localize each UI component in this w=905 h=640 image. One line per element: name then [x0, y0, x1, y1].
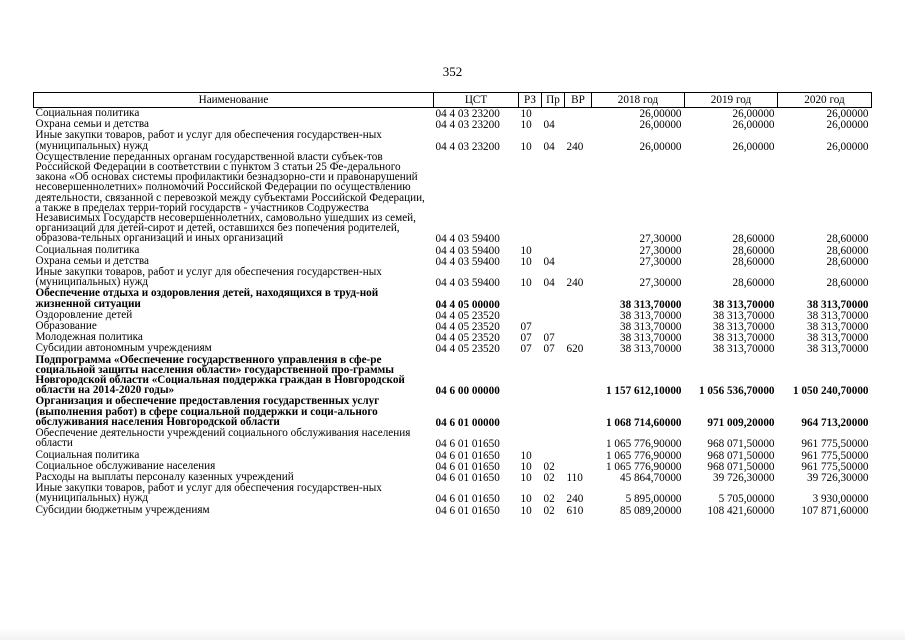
cell-rz: 10 — [520, 277, 532, 290]
cell-y2019: 1 056 536,70000 — [698, 385, 775, 398]
cell-y2020: 39 726,30000 — [806, 471, 869, 484]
cell-y2018: 26,00000 — [639, 108, 682, 120]
cell-vr — [565, 152, 592, 245]
cell-rz: 07 — [520, 332, 532, 345]
cell-vr — [565, 332, 592, 343]
cell-pr — [542, 321, 565, 332]
cell-y2020: 26,00000 — [826, 108, 869, 120]
cell-y2019: 38 313,70000 — [712, 321, 775, 334]
cell-vr: 240 — [566, 140, 584, 153]
cell-vr — [565, 321, 592, 332]
cell-pr — [542, 396, 565, 428]
cell-rz: 10 — [520, 108, 532, 120]
cell-y2020: 26,00000 — [826, 140, 869, 153]
cell-name: Социальная политика — [35, 448, 140, 461]
cell-cst: 04 4 03 59400 — [435, 233, 500, 246]
cell-y2020: 38 313,70000 — [806, 298, 869, 311]
cell-vr: 610 — [566, 504, 584, 517]
cell-rz — [519, 288, 542, 309]
cell-rz: 07 — [520, 343, 532, 356]
cell-vr — [565, 108, 592, 120]
budget-table — [33, 92, 872, 516]
cell-y2019: 38 313,70000 — [712, 298, 775, 311]
cell-name: Субсидии бюджетным учреждениям — [35, 503, 210, 516]
cell-cst: 04 6 01 01650 — [435, 504, 500, 517]
cell-pr — [542, 288, 565, 309]
cell-y2018: 38 313,70000 — [619, 309, 682, 322]
cell-y2020: 38 313,70000 — [806, 309, 869, 322]
cell-y2020: 38 313,70000 — [806, 343, 869, 356]
header-name: Наименование — [34, 93, 434, 108]
cell-name: Иные закупки товаров, работ и услуг для обеспечения государствен-ных (муниципальных) нужд — [35, 129, 382, 152]
cell-cst: 04 4 03 23200 — [435, 108, 500, 120]
page-number: 352 — [442, 64, 463, 79]
cell-name: Иные закупки товаров, работ и услуг для обеспечения государствен-ных (муниципальных) нужд — [35, 482, 382, 505]
cell-y2018: 26,00000 — [639, 119, 682, 132]
cell-pr — [542, 428, 565, 449]
cell-pr: 07 — [543, 343, 555, 356]
cell-y2020: 28,60000 — [826, 255, 869, 268]
header-rz: РЗ — [519, 93, 542, 108]
cell-y2019: 39 726,30000 — [712, 471, 775, 484]
cell-pr — [542, 152, 565, 245]
cell-y2020: 961 775,50000 — [801, 460, 869, 473]
cell-y2020: 3 930,00000 — [812, 493, 869, 506]
cell-pr — [542, 450, 565, 461]
cell-rz: 10 — [520, 471, 532, 484]
cell-vr: 240 — [566, 493, 584, 506]
table-row — [34, 483, 872, 504]
cell-rz — [519, 428, 542, 449]
cell-name: Иные закупки товаров, работ и услуг для обеспечения государствен-ных (муниципальных) нужд — [35, 266, 382, 289]
cell-name: Субсидии автономным учреждениям — [35, 342, 212, 355]
cell-rz: 10 — [520, 119, 532, 132]
cell-y2019: 38 313,70000 — [712, 343, 775, 356]
cell-y2018: 26,00000 — [639, 140, 682, 153]
cell-name: Обеспечение отдыха и оздоровления детей, находящихся в труд-ной жизненной ситуации — [35, 287, 379, 310]
cell-vr: 110 — [566, 471, 583, 484]
table-header-row — [34, 93, 872, 108]
cell-y2019: 5 705,00000 — [718, 493, 775, 506]
cell-y2020: 107 871,60000 — [801, 504, 869, 517]
table-row — [34, 245, 872, 256]
cell-y2018: 27,30000 — [639, 233, 682, 246]
cell-y2019: 28,60000 — [732, 233, 775, 246]
cell-y2018: 45 864,70000 — [619, 471, 682, 484]
cell-name: Образование — [35, 320, 97, 333]
cell-vr — [565, 355, 592, 397]
table-row — [34, 505, 872, 516]
cell-rz: 10 — [520, 504, 532, 517]
cell-cst: 04 6 01 01650 — [435, 460, 500, 473]
cell-pr — [542, 355, 565, 397]
cell-vr: 620 — [566, 343, 584, 356]
cell-y2020: 28,60000 — [826, 277, 869, 290]
cell-name: Оздоровление детей — [35, 308, 133, 321]
cell-rz: 10 — [520, 255, 532, 268]
cell-y2018: 27,30000 — [639, 244, 682, 257]
cell-pr — [542, 245, 565, 256]
cell-rz — [519, 355, 542, 397]
cell-y2019: 968 071,50000 — [707, 438, 775, 451]
cell-pr: 02 — [543, 493, 555, 506]
cell-y2019: 971 009,20000 — [707, 416, 775, 429]
cell-y2018: 85 089,20000 — [619, 504, 682, 517]
cell-cst: 04 6 01 01650 — [435, 438, 500, 451]
cell-y2019: 28,60000 — [732, 277, 775, 290]
cell-y2020: 38 313,70000 — [806, 332, 869, 345]
cell-y2019: 26,00000 — [732, 140, 775, 153]
cell-y2020: 964 713,20000 — [801, 416, 869, 429]
table-row — [34, 321, 872, 332]
cell-rz — [519, 396, 542, 428]
cell-name: Охрана семьи и детства — [35, 254, 149, 267]
cell-y2020: 28,60000 — [826, 233, 869, 246]
cell-y2018: 1 065 776,90000 — [605, 449, 682, 462]
cell-rz: 10 — [520, 460, 532, 473]
cell-y2018: 38 313,70000 — [619, 298, 682, 311]
header-2019: 2019 год — [685, 93, 778, 108]
cell-rz: 10 — [520, 493, 532, 506]
cell-name: Социальное обслуживание населения — [35, 459, 216, 472]
cell-vr — [565, 396, 592, 428]
cell-y2019: 38 313,70000 — [712, 309, 775, 322]
cell-pr: 04 — [543, 119, 555, 132]
cell-y2018: 1 065 776,90000 — [605, 438, 682, 451]
cell-cst: 04 4 05 00000 — [435, 298, 500, 311]
cell-cst: 04 4 03 59400 — [435, 277, 500, 290]
cell-rz: 10 — [520, 140, 532, 153]
table-body — [34, 108, 872, 516]
cell-pr: 02 — [543, 460, 555, 473]
table-row — [34, 355, 872, 397]
cell-pr: 07 — [543, 332, 555, 345]
cell-name: Охрана семьи и детства — [35, 118, 149, 131]
cell-pr: 04 — [543, 140, 555, 153]
table-row — [34, 108, 872, 120]
cell-y2018: 5 895,00000 — [625, 493, 682, 506]
cell-cst: 04 6 01 00000 — [435, 416, 500, 429]
cell-vr — [565, 450, 592, 461]
header-cst: ЦСТ — [434, 93, 519, 108]
cell-pr: 04 — [543, 255, 555, 268]
scan-edge — [0, 628, 905, 640]
cell-y2018: 1 065 776,90000 — [605, 460, 682, 473]
cell-y2020: 961 775,50000 — [801, 449, 869, 462]
cell-y2018: 1 068 714,60000 — [605, 416, 682, 429]
cell-y2018: 38 313,70000 — [619, 332, 682, 345]
cell-rz — [519, 310, 542, 321]
cell-cst: 04 4 03 23200 — [435, 140, 500, 153]
cell-pr — [542, 310, 565, 321]
cell-y2019: 26,00000 — [732, 108, 775, 120]
cell-vr — [565, 428, 592, 449]
cell-y2019: 108 421,60000 — [707, 504, 775, 517]
cell-cst: 04 4 03 59400 — [435, 255, 500, 268]
cell-vr: 240 — [566, 277, 584, 290]
cell-vr — [565, 310, 592, 321]
cell-pr: 02 — [543, 471, 555, 484]
cell-name: Расходы на выплаты персоналу казенных учреждений — [35, 470, 294, 483]
cell-y2020: 1 050 240,70000 — [792, 385, 869, 398]
table-row — [34, 267, 872, 288]
cell-y2019: 38 313,70000 — [712, 332, 775, 345]
cell-y2018: 38 313,70000 — [619, 343, 682, 356]
cell-cst: 04 6 01 01650 — [435, 449, 500, 462]
cell-y2018: 1 157 612,10000 — [605, 385, 682, 398]
table-row — [34, 288, 872, 309]
header-pr: Пр — [542, 93, 565, 108]
table-row — [34, 428, 872, 449]
cell-name: Молодежная политика — [35, 331, 143, 344]
table-row — [34, 152, 872, 245]
cell-y2019: 26,00000 — [732, 119, 775, 132]
cell-rz: 10 — [520, 449, 532, 462]
table-row — [34, 130, 872, 151]
cell-cst: 04 6 00 00000 — [435, 385, 500, 398]
cell-vr — [565, 256, 592, 267]
cell-y2019: 28,60000 — [732, 244, 775, 257]
table-row — [34, 310, 872, 321]
cell-name: Социальная политика — [35, 243, 140, 256]
cell-pr: 04 — [543, 277, 555, 290]
cell-vr — [565, 245, 592, 256]
table-row — [34, 396, 872, 428]
table-row — [34, 343, 872, 354]
cell-y2019: 968 071,50000 — [707, 449, 775, 462]
header-vr: ВР — [565, 93, 592, 108]
cell-cst: 04 4 03 23200 — [435, 119, 500, 132]
cell-y2019: 28,60000 — [732, 255, 775, 268]
cell-pr — [542, 108, 565, 120]
cell-y2020: 26,00000 — [826, 119, 869, 132]
cell-cst: 04 4 05 23520 — [435, 321, 500, 334]
cell-cst: 04 4 05 23520 — [435, 332, 500, 345]
cell-cst: 04 4 05 23520 — [435, 343, 500, 356]
cell-cst: 04 4 03 59400 — [435, 244, 500, 257]
cell-y2020: 28,60000 — [826, 244, 869, 257]
cell-name: Обеспечение деятельности учреждений социального обслуживания населения области — [35, 427, 411, 450]
cell-cst: 04 6 01 01650 — [435, 471, 500, 484]
cell-pr: 02 — [543, 504, 555, 517]
cell-name: Организация и обеспечение предоставления государственных услуг (выполнения работ) в сфере социальной поддержки и соци-ального обслуживания населения Новгородской области — [35, 395, 380, 428]
cell-cst: 04 4 05 23520 — [435, 309, 500, 322]
cell-rz — [519, 152, 542, 245]
cell-y2018: 27,30000 — [639, 255, 682, 268]
cell-y2018: 27,30000 — [639, 277, 682, 290]
cell-rz: 10 — [520, 244, 532, 257]
cell-vr — [565, 119, 592, 130]
cell-cst: 04 6 01 01650 — [435, 493, 500, 506]
cell-vr — [565, 461, 592, 472]
cell-rz: 07 — [520, 321, 532, 334]
cell-name: Подпрограмма «Обеспечение государственного управления в сфе-ре социальной защиты населения области» государственной про-граммы Новгородской области «Социальная поддержка граждан в Новгородской области на 2014-2020 годы» — [35, 353, 405, 397]
cell-y2020: 38 313,70000 — [806, 321, 869, 334]
cell-name: Социальная политика — [35, 107, 140, 119]
cell-y2018: 38 313,70000 — [619, 321, 682, 334]
header-2020: 2020 год — [778, 93, 872, 108]
cell-name: Осуществление переданных органам государственной власти субъек-тов Российской Федерации в соответствии с пунктом 3 статьи 25 Фе-дерального закона «Об основах системы профилактики безнадзорно-сти и правонарушений несовершеннолетних» полномочий Российской Федерации по осуществлению деятельности, связанной с перевозкой между субъектами Российской Федерации, а также в пределах терри-торий государств - участников Содружества Независимых Государств несовершеннолетних, самовольно ушедших из семей, организаций для детей-сирот и детей, оставшихся без попечения родителей, образова-тельных организаций и иных организаций — [35, 150, 425, 245]
cell-y2020: 961 775,50000 — [801, 438, 869, 451]
cell-y2019: 968 071,50000 — [707, 460, 775, 473]
header-2018: 2018 год — [592, 93, 685, 108]
cell-vr — [565, 288, 592, 309]
